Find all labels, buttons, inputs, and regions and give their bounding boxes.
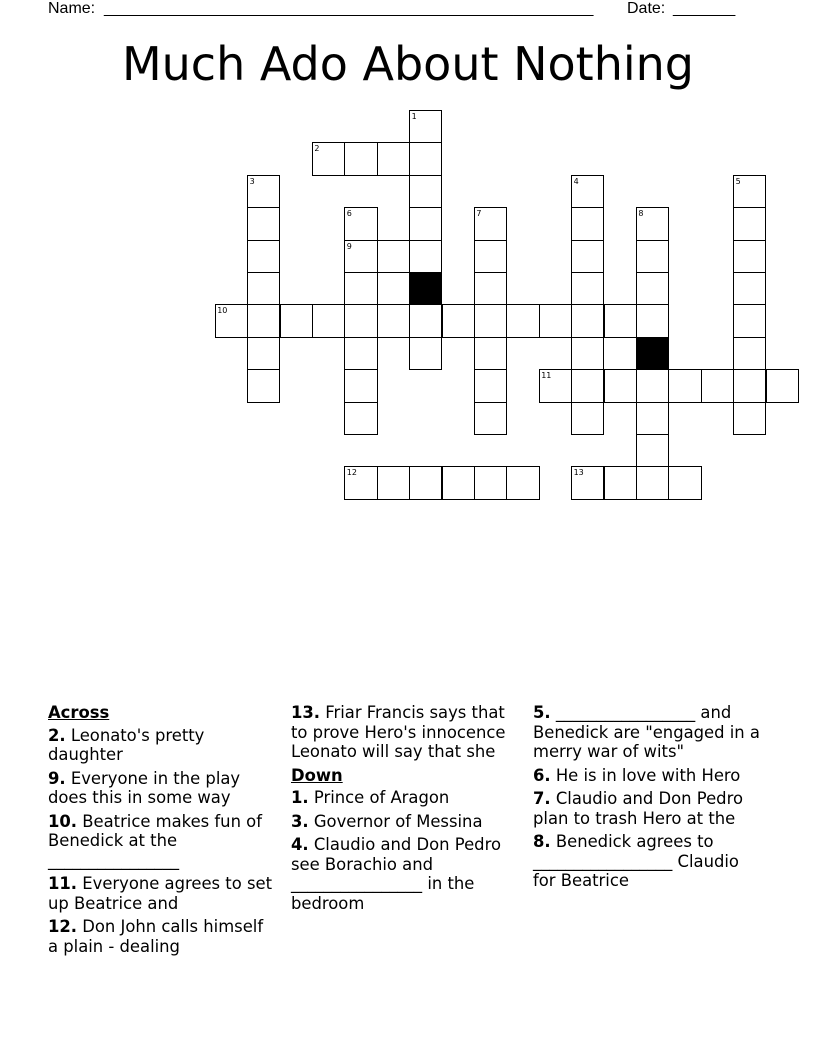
- clue-down-3: 3. Governor of Messina: [291, 811, 483, 831]
- clue-number: 12: [346, 468, 357, 478]
- grid-cell[interactable]: [247, 207, 280, 240]
- name-label: Name:: [48, 0, 96, 17]
- clue-across-10: 10. Beatrice makes fun of Benedick at the ________________: [48, 811, 262, 870]
- grid-cell[interactable]: [344, 272, 377, 305]
- clue-down-5: 5. _________________ and Benedick are "engaged in a merry war of wits": [533, 703, 760, 761]
- grid-cell[interactable]: [344, 337, 377, 370]
- grid-cell[interactable]: [506, 466, 539, 499]
- grid-cell[interactable]: [636, 272, 669, 305]
- grid-cell[interactable]: [409, 466, 442, 499]
- grid-cell[interactable]: [668, 466, 701, 499]
- grid-cell[interactable]: [636, 304, 669, 337]
- grid-cell[interactable]: [506, 304, 539, 337]
- grid-cell[interactable]: [344, 369, 377, 402]
- grid-cell[interactable]: [474, 466, 507, 499]
- grid-cell[interactable]: [344, 142, 377, 175]
- clue-down-7: 7. Claudio and Don Pedro plan to trash Hero at the: [533, 789, 743, 828]
- grid-cell[interactable]: [733, 304, 766, 337]
- clue-down-1: 1. Prince of Aragon: [291, 788, 450, 807]
- clue-across-2: 2. Leonato's pretty daughter: [48, 725, 205, 764]
- grid-cell[interactable]: [377, 240, 410, 273]
- grid-cell[interactable]: [409, 337, 442, 370]
- crossword-grid: [0, 0, 816, 520]
- grid-cell[interactable]: [636, 369, 669, 402]
- grid-cell[interactable]: [409, 304, 442, 337]
- clue-down-8: 8. Benedick agrees to _________________ Claudio for Beatrice: [533, 832, 739, 890]
- grid-cell[interactable]: [409, 207, 442, 240]
- clue-number: 7: [476, 209, 482, 219]
- grid-cell[interactable]: [247, 369, 280, 402]
- grid-cell[interactable]: [442, 304, 475, 337]
- grid-cell[interactable]: [636, 466, 669, 499]
- name-field-line[interactable]: _______________________________________________________: [104, 0, 594, 17]
- grid-cell[interactable]: [571, 337, 604, 370]
- grid-cell[interactable]: [312, 304, 345, 337]
- clue-number: 10: [217, 306, 228, 316]
- clue-number: 6: [346, 209, 352, 219]
- grid-cell[interactable]: [409, 175, 442, 208]
- grid-cell[interactable]: [247, 240, 280, 273]
- grid-cell[interactable]: [247, 304, 280, 337]
- grid-cell[interactable]: [733, 369, 766, 402]
- clues-column-2: [291, 703, 521, 917]
- clue-down-4: 4. Claudio and Don Pedro see Borachio and ________________ in the bedroom: [291, 835, 501, 913]
- clue-number: 3: [249, 176, 255, 186]
- grid-cell[interactable]: [280, 304, 313, 337]
- grid-cell[interactable]: [604, 369, 637, 402]
- date-field-line[interactable]: _______: [673, 0, 736, 17]
- grid-cell[interactable]: [701, 369, 734, 402]
- clue-across-12: 12. Don John calls himself a plain - dealing: [48, 917, 264, 956]
- grid-cell[interactable]: [571, 240, 604, 273]
- clue-number: 2: [314, 144, 320, 154]
- grid-cell[interactable]: [733, 402, 766, 435]
- grid-cell[interactable]: [636, 434, 669, 467]
- grid-cell[interactable]: [604, 466, 637, 499]
- clue-number: 9: [346, 241, 352, 251]
- grid-cell[interactable]: [636, 402, 669, 435]
- grid-cell[interactable]: [733, 207, 766, 240]
- clue-number: 5: [735, 176, 741, 186]
- grid-cell[interactable]: [571, 369, 604, 402]
- date-label: Date:: [627, 0, 666, 17]
- black-square: [409, 272, 442, 305]
- grid-cell[interactable]: [636, 240, 669, 273]
- clues-column-1: [48, 703, 278, 960]
- clue-number: 1: [411, 112, 417, 121]
- clue-across-9: 9. Everyone in the play does this in some way: [48, 768, 241, 807]
- clue-number: 4: [573, 176, 579, 186]
- page-title: Much Ado About Nothing: [121, 37, 695, 91]
- grid-cell[interactable]: [571, 304, 604, 337]
- grid-cell[interactable]: [474, 240, 507, 273]
- clue-across-11: 11. Everyone agrees to set up Beatrice and: [48, 874, 273, 913]
- grid-cell[interactable]: [442, 466, 475, 499]
- grid-cell[interactable]: [539, 304, 572, 337]
- grid-cell[interactable]: [409, 240, 442, 273]
- grid-cell[interactable]: [377, 304, 410, 337]
- grid-cell[interactable]: [571, 402, 604, 435]
- grid-cell[interactable]: [474, 337, 507, 370]
- grid-cell[interactable]: [668, 369, 701, 402]
- grid-cell[interactable]: [409, 142, 442, 175]
- grid-cell[interactable]: [474, 272, 507, 305]
- grid-cell[interactable]: [474, 369, 507, 402]
- grid-cell[interactable]: [733, 337, 766, 370]
- grid-cell[interactable]: [247, 272, 280, 305]
- clue-down-6: 6. He is in love with Hero: [533, 765, 741, 785]
- clue-number: 11: [541, 371, 552, 381]
- grid-cell[interactable]: [474, 304, 507, 337]
- grid-cell[interactable]: [733, 240, 766, 273]
- grid-cell[interactable]: [344, 402, 377, 435]
- clue-number: 8: [638, 209, 644, 219]
- grid-cell[interactable]: [571, 272, 604, 305]
- grid-cell[interactable]: [344, 304, 377, 337]
- clues-column-3: [533, 703, 763, 895]
- grid-cell[interactable]: [377, 142, 410, 175]
- grid-cell[interactable]: [377, 466, 410, 499]
- down-heading: Down: [291, 765, 343, 785]
- grid-cell[interactable]: [474, 402, 507, 435]
- clue-number: 13: [573, 468, 584, 478]
- grid-cell[interactable]: [604, 304, 637, 337]
- grid-cell[interactable]: [571, 207, 604, 240]
- clue-across-13: 13. Friar Francis says that to prove Hero's innocence Leonato will say that she: [291, 703, 506, 761]
- grid-cell[interactable]: [247, 337, 280, 370]
- grid-cell[interactable]: [733, 272, 766, 305]
- grid-cell[interactable]: [766, 369, 799, 402]
- black-square: [636, 337, 669, 370]
- across-heading: Across: [48, 703, 110, 722]
